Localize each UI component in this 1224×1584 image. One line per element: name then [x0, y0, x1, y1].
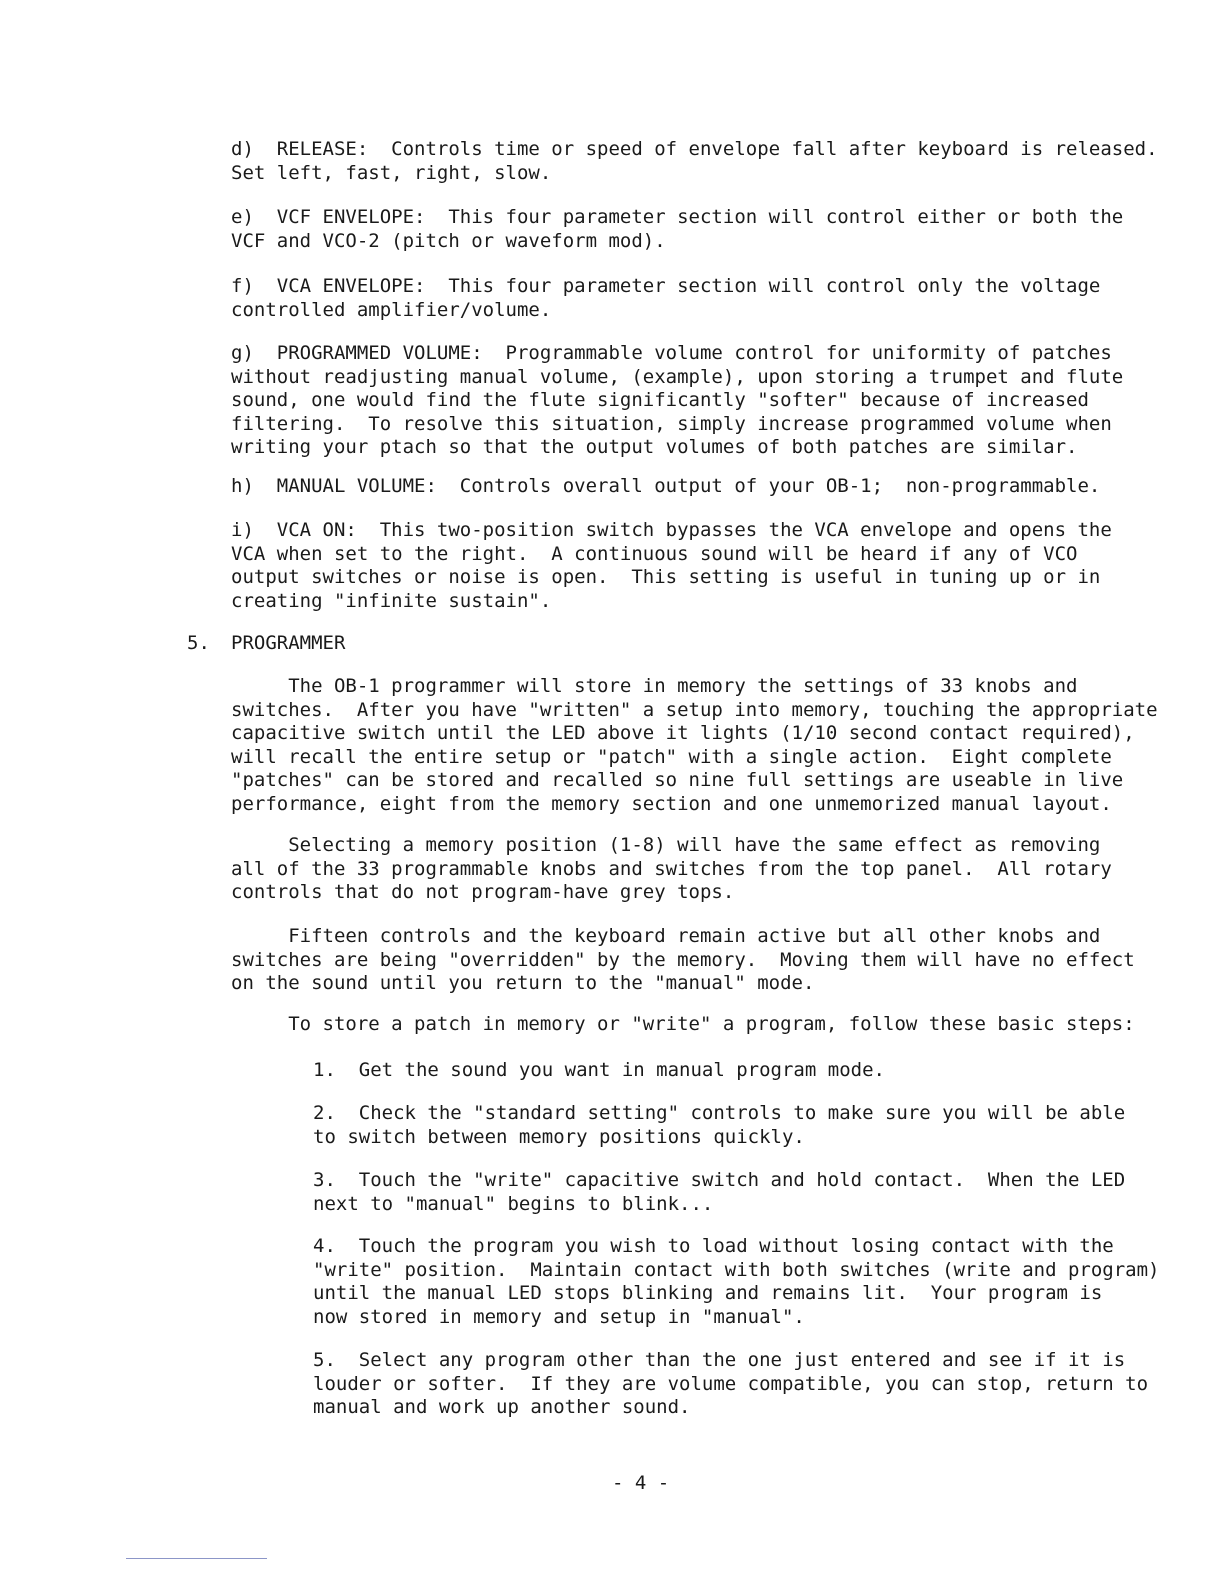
paragraph-memory-position: Selecting a memory position (1-8) will have the same effect as removing all of the 33 programmable knobs and switches from the top panel. All rotary controls that do not program-have grey tops.: [231, 834, 1112, 903]
paragraph-fifteen-controls: Fifteen controls and the keyboard remain active but all other knobs and switches are being "overridden" by the memory. Moving them will have no effect on the sound until you return to the "manual" mode.: [231, 925, 1135, 994]
section-title: PROGRAMMER: [231, 632, 346, 654]
step-3: 3. Touch the "write" capacitive switch and hold contact. When the LED next to "manual" begins to blink...: [313, 1169, 1126, 1215]
page-number: - 4 -: [612, 1472, 670, 1494]
item-release: d) RELEASE: Controls time or speed of envelope fall after keyboard is released. Set left, fast, right, slow.: [231, 138, 1158, 184]
item-programmed-volume: g) PROGRAMMED VOLUME: Programmable volume control for uniformity of patches without readjusting manual volume, (example), upon storing a trumpet and flute sound, one would find the flute significantly "softer" because of increased filtering. To resolve this situation, simply increase programmed volume when writing your ptach so that the output volumes of both patches are similar.: [231, 342, 1124, 458]
item-vca-envelope: f) VCA ENVELOPE: This four parameter section will control only the voltage controlled amplifier/volume.: [231, 275, 1101, 321]
paragraph-programmer-intro: The OB-1 programmer will store in memory the settings of 33 knobs and switches. After you have "written" a setup into memory, touching the appropriate capacitive switch until the LED above it lights (1/10 second contact required), will recall the entire setup or "patch" with a single action. Eight complete "patches" can be stored and recalled so nine full settings are useable in live performance, eight from the memory section and one unmemorized manual layout.: [231, 675, 1158, 815]
step-1: 1. Get the sound you want in manual program mode.: [313, 1059, 885, 1081]
step-2: 2. Check the "standard setting" controls to make sure you will be able to switch between memory positions quickly.: [313, 1102, 1126, 1148]
step-5: 5. Select any program other than the one just entered and see if it is louder or softer. If they are volume compatible, you can stop, return to manual and work up another sound.: [313, 1349, 1149, 1418]
step-4: 4. Touch the program you wish to load without losing contact with the "write" position. Maintain contact with both switches (write and program) until the manual LED stops blinking and remains lit. Your program is now stored in memory and setup in "manual".: [313, 1235, 1160, 1328]
footnote-divider: [126, 1558, 267, 1559]
item-manual-volume: h) MANUAL VOLUME: Controls overall output of your OB-1; non-programmable.: [231, 475, 1101, 497]
paragraph-store-patch: To store a patch in memory or "write" a program, follow these basic steps:: [231, 1013, 1135, 1035]
item-vcf-envelope: e) VCF ENVELOPE: This four parameter section will control either or both the VCF and VCO-2 (pitch or waveform mod).: [231, 206, 1124, 252]
section-number: 5.: [187, 632, 210, 654]
item-vca-on: i) VCA ON: This two-position switch bypasses the VCA envelope and opens the VCA when set to the right. A continuous sound will be heard if any of VCO output switches or noise is open. This setting is useful in tuning up or in creating "infinite sustain".: [231, 519, 1112, 612]
